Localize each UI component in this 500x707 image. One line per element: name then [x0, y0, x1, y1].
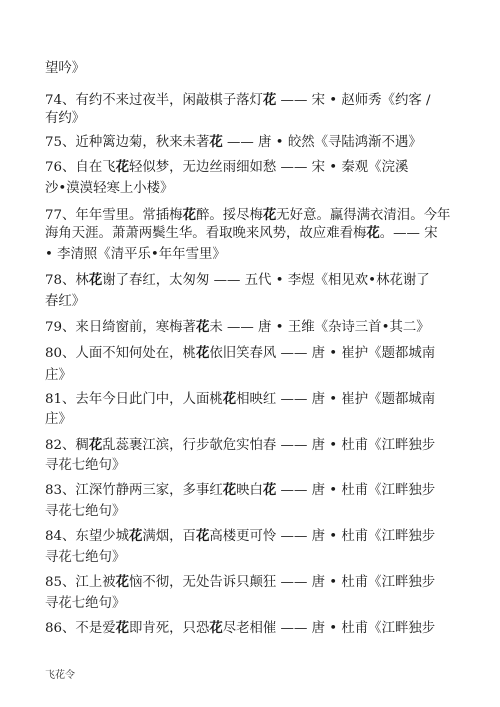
text-line [45, 367, 470, 384]
line-text: 恼不彻，无处告诉只颠狂 —— 唐 • 杜甫《江畔独步 [129, 575, 436, 590]
text-line [45, 549, 470, 566]
line-text: 85、江上被 [45, 575, 116, 590]
line-text: 望吟》 [45, 61, 86, 76]
highlight-keyword: 花 [182, 207, 196, 223]
line-text: 满烟，百 [142, 529, 196, 544]
line-text: 77、年年雪里。常插梅 [45, 208, 183, 223]
text-line [45, 319, 470, 336]
line-text: 沙•漠漠轻寒上小楼》 [45, 181, 174, 196]
text-line [45, 293, 470, 310]
line-text: 寻花七绝句》 [45, 458, 126, 473]
line-text: 海角天涯。萧萧两鬓生华。看取晚来风势，故应难看梅 [45, 226, 367, 241]
highlight-keyword: 花 [222, 482, 237, 498]
line-text: 78、林 [45, 273, 89, 288]
line-text: —— 宋 • 赵师秀《约客 / [276, 93, 431, 108]
text-line [45, 620, 470, 637]
line-text: —— 唐 • 杜甫《江畔独步 [276, 483, 436, 498]
line-text: 寻花七绝句》 [45, 504, 126, 519]
line-text: • 李清照《清平乐•年年雪里》 [45, 247, 226, 262]
line-text: 无好意。赢得满衣清泪。今年 [276, 208, 451, 223]
highlight-keyword: 花 [115, 620, 129, 636]
highlight-keyword: 花 [115, 574, 129, 590]
line-text: 庄》 [45, 368, 72, 383]
text-line [45, 207, 470, 224]
highlight-keyword: 花 [195, 345, 210, 361]
text-line [45, 437, 470, 454]
line-text: 83、江深竹静两三家，多事红 [45, 483, 223, 498]
text-line [45, 60, 470, 77]
page-footer: 飞花令 [45, 670, 75, 681]
highlight-keyword: 花 [262, 92, 277, 108]
line-text: 86、不是爱 [45, 621, 116, 636]
line-text: 76、自在飞 [45, 160, 116, 175]
line-text: 春红》 [45, 294, 86, 309]
highlight-keyword: 花 [88, 437, 103, 453]
line-text: 高楼更可怜 —— 唐 • 杜甫《江畔独步 [209, 529, 436, 544]
highlight-keyword: 花 [209, 620, 223, 636]
text-line [45, 134, 470, 151]
text-line [45, 411, 470, 428]
text-line [45, 574, 470, 591]
text-line [45, 503, 470, 520]
line-text: 82、稠 [45, 438, 89, 453]
line-text: 有约》 [45, 111, 86, 126]
line-text: 轻似梦，无边丝雨细如愁 —— 宋 • 秦观《浣溪 [129, 160, 409, 175]
text-line [45, 159, 470, 176]
text-line [45, 92, 470, 109]
line-text: 即肯死，只恐 [129, 621, 210, 636]
line-text: 未 —— 唐 • 王维《杂诗三首•其二》 [209, 320, 430, 335]
line-text: —— 唐 • 皎然《寻陆鸿渐不遇》 [222, 135, 422, 150]
line-text: 乱蕊裹江滨，行步欹危实怕春 —— 唐 • 杜甫《江畔独步 [102, 438, 436, 453]
highlight-keyword: 花 [195, 528, 210, 544]
highlight-keyword: 花 [195, 319, 210, 335]
line-text: 庄》 [45, 412, 72, 427]
highlight-keyword: 花 [115, 159, 129, 175]
line-text: 尽老相催 —— 唐 • 杜甫《江畔独步 [222, 621, 436, 636]
line-text: 谢了春红，太匆匆 —— 五代 • 李煜《相见欢•林花谢了 [102, 273, 430, 288]
highlight-keyword: 花 [88, 272, 103, 288]
line-text: 81、去年今日此门中，人面桃 [45, 392, 223, 407]
line-text: 映白 [236, 483, 263, 498]
text-line [45, 225, 470, 242]
text-line [45, 457, 470, 474]
line-text: 相映红 —— 唐 • 崔护《题都城南 [236, 392, 436, 407]
text-line [45, 180, 470, 197]
text-line [45, 272, 470, 289]
text-line [45, 246, 470, 263]
text-line [45, 528, 470, 545]
line-text: 80、人面不知何处在，桃 [45, 346, 196, 361]
highlight-keyword: 花 [366, 225, 380, 241]
line-text: 84、东望少城 [45, 529, 129, 544]
line-text: 醉。挼尽梅 [195, 208, 263, 223]
line-text: 75、近种篱边菊，秋来未著 [45, 135, 210, 150]
text-line [45, 482, 470, 499]
highlight-keyword: 花 [262, 207, 277, 223]
highlight-keyword: 花 [262, 482, 277, 498]
line-text: 74、有约不来过夜半，闲敲棋子落灯 [45, 93, 263, 108]
line-text: 依旧笑春风 —— 唐 • 崔护《题都城南 [209, 346, 436, 361]
line-text: 。—— 宋 [379, 226, 438, 241]
text-line [45, 391, 470, 408]
highlight-keyword: 花 [222, 391, 237, 407]
text-line [45, 595, 470, 612]
line-text: 79、来日绮窗前，寒梅著 [45, 320, 196, 335]
highlight-keyword: 花 [209, 134, 223, 150]
text-line [45, 345, 470, 362]
highlight-keyword: 花 [129, 528, 143, 544]
line-text: 寻花七绝句》 [45, 596, 126, 611]
line-text: 寻花七绝句》 [45, 550, 126, 565]
text-line [45, 110, 470, 127]
